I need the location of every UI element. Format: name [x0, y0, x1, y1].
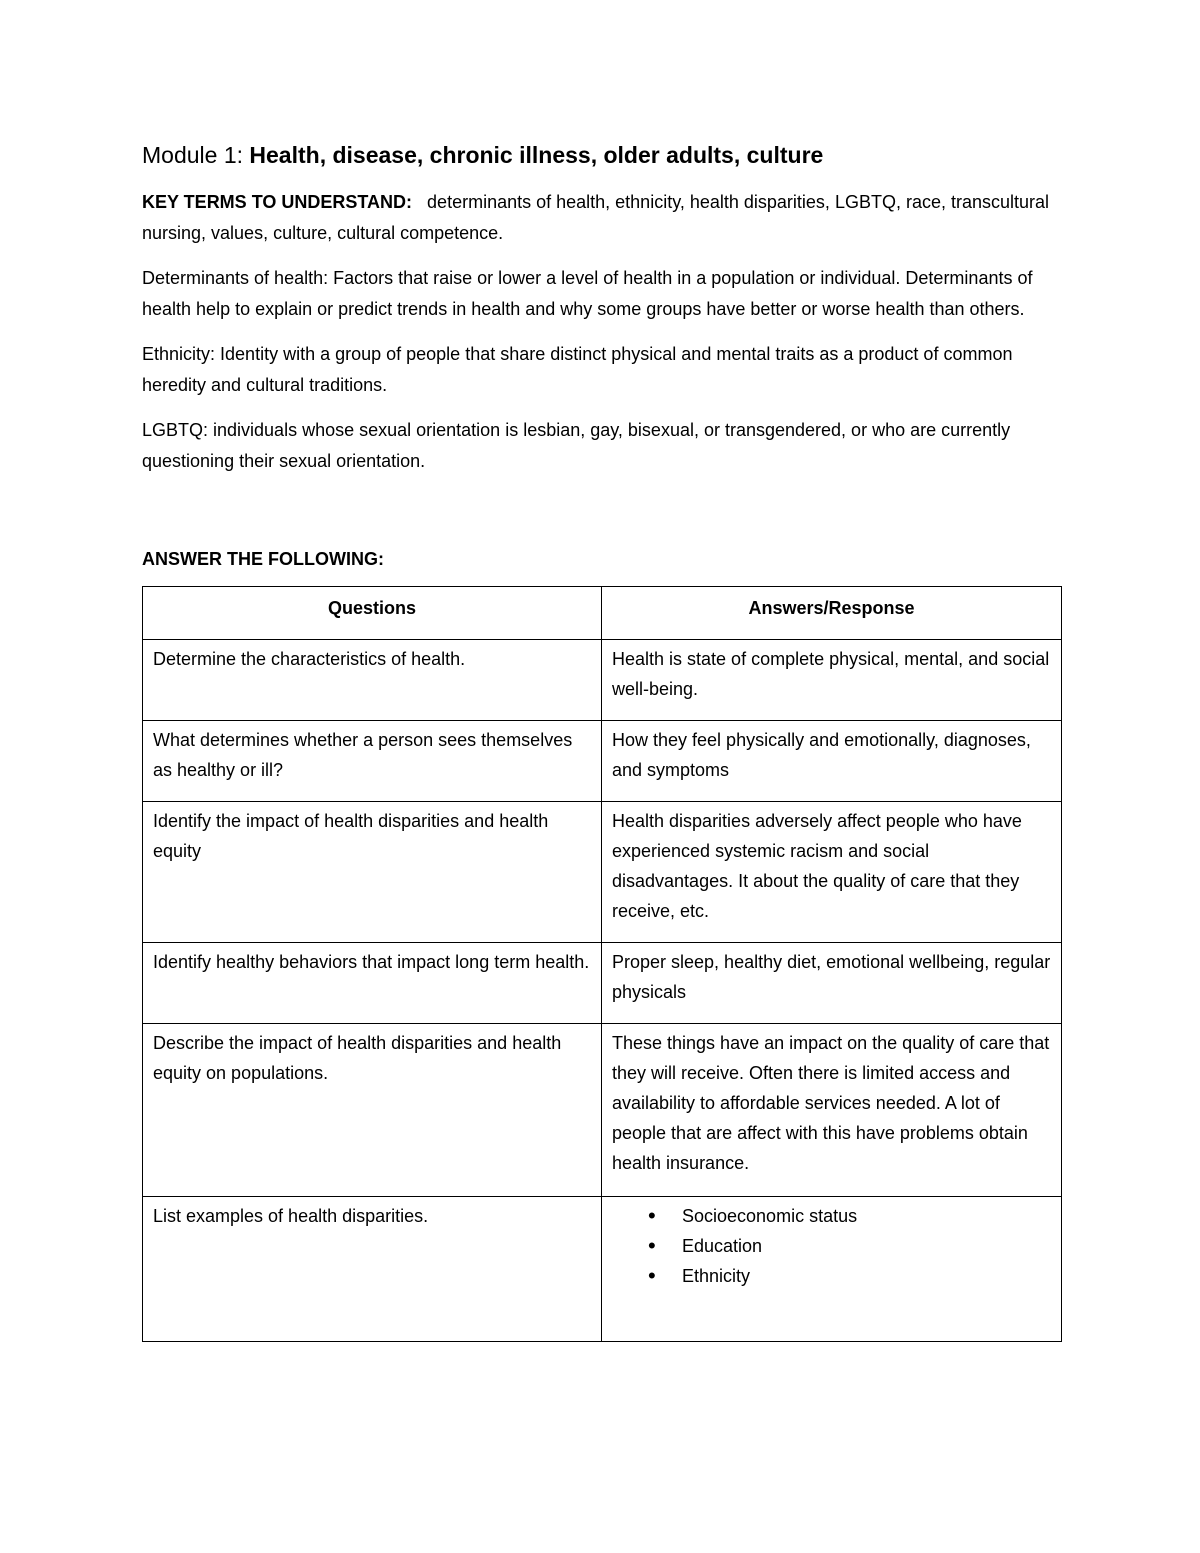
qa-table — [142, 586, 1062, 1342]
question-cell: Determine the characteristics of health. — [143, 640, 602, 721]
table-row — [143, 802, 1062, 943]
answer-heading: ANSWER THE FOLLOWING: — [142, 549, 384, 570]
header-answers: Answers/Response — [602, 587, 1062, 640]
question-cell: Describe the impact of health disparities and health equity on populations. — [143, 1024, 602, 1197]
answer-cell: How they feel physically and emotionally, diagnoses, and symptoms — [602, 721, 1062, 802]
list-item: • Education — [682, 1231, 1051, 1261]
list-item: • Socioeconomic status — [682, 1201, 1051, 1231]
question-cell: Identify the impact of health disparities and health equity — [143, 802, 602, 943]
table-row — [143, 943, 1062, 1024]
document-page — [142, 140, 1060, 1342]
key-terms-paragraph — [142, 187, 1060, 248]
definition-lgbtq: LGBTQ: individuals whose sexual orientation is lesbian, gay, bisexual, or transgendered, or who are currently questioning their sexual orientation. — [142, 420, 1011, 471]
table-header-row — [143, 587, 1062, 640]
definition-ethnicity: Ethnicity: Identity with a group of people that share distinct physical and mental traits as a product of common heredity and cultural traditions. — [142, 344, 1013, 395]
answer-cell: Health disparities adversely affect people who have experienced systemic racism and social disadvantages. It about the quality of care that they receive, etc. — [602, 802, 1062, 943]
table-row — [143, 640, 1062, 721]
page-title — [142, 140, 1060, 171]
table-row — [143, 1197, 1062, 1342]
title-prefix: Module 1: — [142, 142, 250, 168]
table-row — [143, 721, 1062, 802]
key-terms-text: determinants of health, ethnicity, health disparities, LGBTQ, race, transcultural nursing, values, culture, cultural competence. — [142, 192, 1050, 243]
table-row — [143, 1024, 1062, 1197]
question-cell: List examples of health disparities. — [143, 1197, 602, 1342]
key-terms-label: KEY TERMS TO UNDERSTAND: — [142, 192, 413, 213]
definition-determinants: Determinants of health: Factors that raise or lower a level of health in a population or individual. Determinants of health help to explain or predict trends in health and why some groups have better or worse health than others. — [142, 268, 1033, 319]
answer-cell: Proper sleep, healthy diet, emotional wellbeing, regular physicals — [602, 943, 1062, 1024]
question-cell: Identify healthy behaviors that impact long term health. — [143, 943, 602, 1024]
answer-cell — [602, 1197, 1062, 1342]
answer-cell: Health is state of complete physical, mental, and social well-being. — [602, 640, 1062, 721]
header-questions: Questions — [143, 587, 602, 640]
question-cell: What determines whether a person sees themselves as healthy or ill? — [143, 721, 602, 802]
disparities-list — [612, 1201, 1051, 1291]
answer-cell: These things have an impact on the quality of care that they will receive. Often there is limited access and availability to affordable services needed. A lot of people that are affect with this have problems obtain health insurance. — [602, 1024, 1062, 1197]
list-item: • Ethnicity — [682, 1261, 1051, 1291]
title-main: Health, disease, chronic illness, older adults, culture — [249, 142, 824, 168]
